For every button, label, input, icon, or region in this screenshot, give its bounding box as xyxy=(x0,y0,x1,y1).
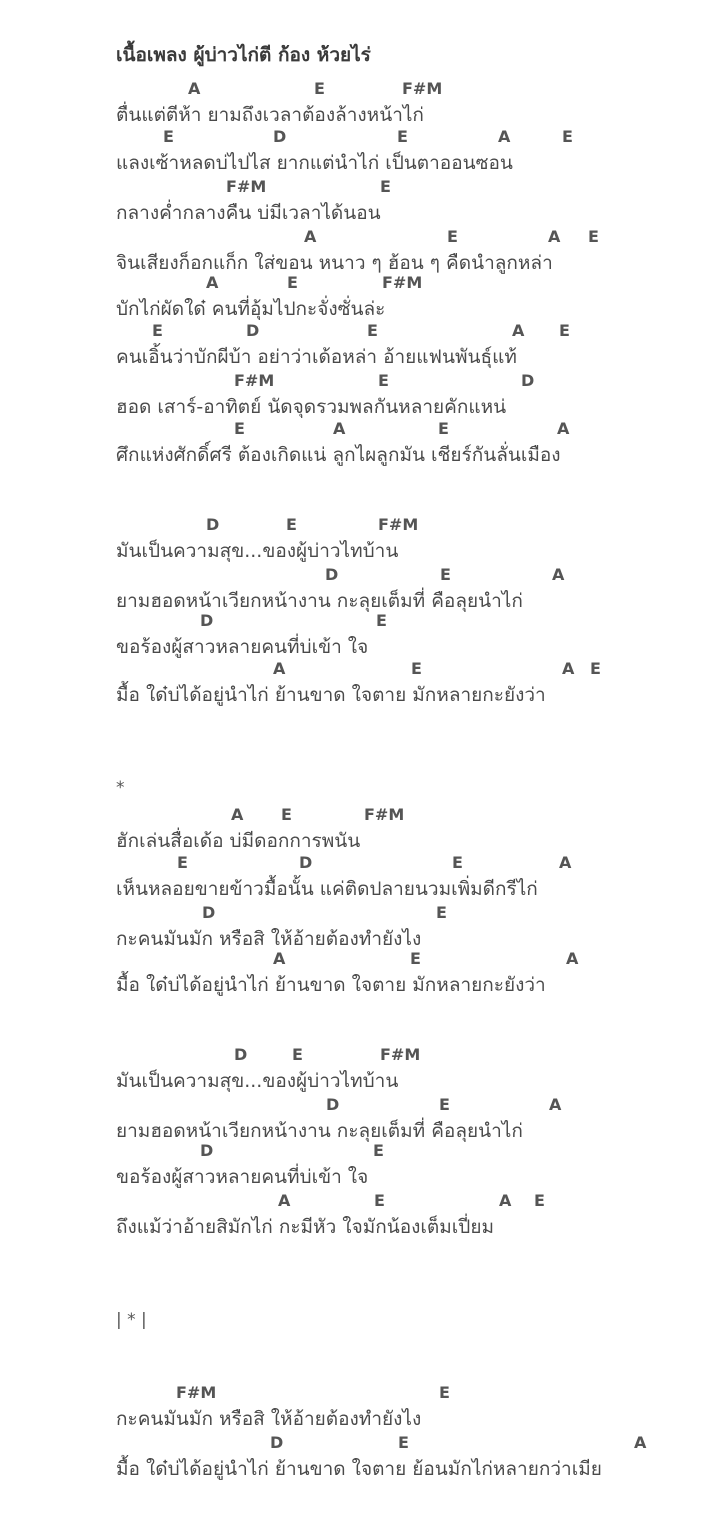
chord-label: E xyxy=(439,1095,450,1114)
chord-label: E xyxy=(177,853,188,872)
chord-label: E xyxy=(411,659,422,678)
chord-label: E xyxy=(378,371,389,390)
lyric-line: ฮอด เสาร์-อาทิตย์ นัดจุดรวมพลกันหลายคักแหน่ xyxy=(116,396,507,418)
chord-label: E xyxy=(410,949,421,968)
chord-label: F#M xyxy=(226,177,267,196)
chord-label: E xyxy=(440,565,451,584)
chord-label: D xyxy=(234,1045,248,1064)
lyric-line: คนเอิ้นว่าบักผีบ้า อย่าว่าเด้อหล่า อ้ายแฟนพันธุ์แท้ xyxy=(116,346,517,368)
chord-label: A xyxy=(188,79,201,98)
chord-label: A xyxy=(273,659,286,678)
chord-label: E xyxy=(292,1045,303,1064)
chord-label: A xyxy=(566,949,579,968)
chord-label: E xyxy=(281,805,292,824)
chord-label: D xyxy=(200,611,214,630)
chord-label: A xyxy=(559,853,572,872)
chord-label: E xyxy=(286,515,297,534)
lyric-line: กะคนมันมัก หรือสิ ให้อ้ายต้องทำยังไง xyxy=(116,1408,422,1430)
lyric-line: ยามฮอดหน้าเวียกหน้างาน กะลุยเต็มที่ คือลุยนำไก่ xyxy=(116,1120,523,1142)
chord-label: E xyxy=(559,321,570,340)
lyric-line: แลงเซ้าหลดบ่ไปไส ยากแต่นำไก่ เป็นตาออนซอน xyxy=(116,152,513,174)
lyric-line: บักไก่ผัดใด๋ คนที่อุ้มไปกะจั่งซั่นล่ะ xyxy=(116,298,386,320)
chord-label: A xyxy=(557,419,570,438)
chord-label: A xyxy=(562,659,575,678)
chord-label: E xyxy=(380,177,391,196)
chord-label: D xyxy=(273,127,287,146)
chord-label: D xyxy=(200,1141,214,1160)
chord-label: E xyxy=(374,1191,385,1210)
chord-label: A xyxy=(333,419,346,438)
chord-label: E xyxy=(534,1191,545,1210)
chord-label: E xyxy=(436,903,447,922)
lyric-line: กะคนมันมัก หรือสิ ให้อ้ายต้องทำยังไง xyxy=(116,928,422,950)
chord-label: A xyxy=(549,1095,562,1114)
chorus-marker: * xyxy=(116,778,125,798)
chord-label: D xyxy=(326,1095,340,1114)
chord-label: E xyxy=(452,853,463,872)
lyric-line: ตื่นแต่ตีห้า ยามถึงเวลาต้องล้างหน้าไก่ xyxy=(116,104,424,126)
chord-label: F#M xyxy=(402,79,443,98)
lyric-line: ถึงแม้ว่าอ้ายสิมักไก่ กะมีหัว ใจมักน้องเต็มเปี่ยม xyxy=(116,1216,494,1238)
lyric-line: มื้อ ใด๋บ่ได้อยู่นำไก่ ย้านขาด ใจตาย มักหลายกะยังว่า xyxy=(116,974,546,996)
chord-label: E xyxy=(234,419,245,438)
chord-label: A xyxy=(634,1433,647,1452)
chord-label: F#M xyxy=(364,805,405,824)
chord-label: F#M xyxy=(378,515,419,534)
chord-label: D xyxy=(325,565,339,584)
chord-label: A xyxy=(278,1191,291,1210)
chord-label: E xyxy=(438,419,449,438)
chord-label: E xyxy=(439,1383,450,1402)
lyric-line: ขอร้องผู้สาวหลายคนที่บ่เข้า ใจ xyxy=(116,1166,369,1188)
chord-label: D xyxy=(206,515,220,534)
lyric-line: มันเป็นความสุข...ของผู้บ่าวไทบ้าน xyxy=(116,1070,399,1092)
lyric-line: กลางค่ำกลางคืน บ่มีเวลาได้นอน xyxy=(116,202,381,224)
chord-label: A xyxy=(498,127,511,146)
chord-label: E xyxy=(590,659,601,678)
lyric-line: ยามฮอดหน้าเวียกหน้างาน กะลุยเต็มที่ คือลุยนำไก่ xyxy=(116,590,523,612)
chord-label: A xyxy=(512,321,525,340)
chord-label: E xyxy=(588,227,599,246)
chord-label: D xyxy=(270,1433,284,1452)
chord-label: D xyxy=(246,321,260,340)
lyric-line: มื้อ ใด๋บ่ได้อยู่นำไก่ ย้านขาด ใจตาย ย้อนมักไก่หลายกว่าเมีย xyxy=(116,1458,602,1480)
chord-label: D xyxy=(202,903,216,922)
chord-label: E xyxy=(367,321,378,340)
song-title: เนื้อเพลง ผู้บ่าวไก่ตี ก้อง ห้วยไร่ xyxy=(116,44,371,66)
chord-label: E xyxy=(314,79,325,98)
lyric-line: เห็นหลอยขายข้าวมื้อนั้น แค่ติดปลายนวมเพิ่มดีกรีไก่ xyxy=(116,878,538,900)
chord-label: E xyxy=(398,1433,409,1452)
lyric-line: จินเสียงก็อกแก็ก ใส่ขอน หนาว ๆ ฮ้อน ๆ คืดนำลูกหล่า xyxy=(116,252,553,274)
chord-label: E xyxy=(152,321,163,340)
lyric-line: ศึกแห่งศักดิ์ศรี ต้องเกิดแน่ ลูกไผลูกมัน เชียร์กันลั่นเมือง xyxy=(116,444,561,466)
chord-label: A xyxy=(304,227,317,246)
lyric-line: มื้อ ใด๋บ่ได้อยู่นำไก่ ย้านขาด ใจตาย มักหลายกะยังว่า xyxy=(116,684,546,706)
chord-label: A xyxy=(273,949,286,968)
chord-label: E xyxy=(397,127,408,146)
chord-label: E xyxy=(447,227,458,246)
chord-label: F#M xyxy=(382,273,423,292)
repeat-marker: | * | xyxy=(116,1310,147,1330)
chord-label: E xyxy=(373,1141,384,1160)
lyric-line: ขอร้องผู้สาวหลายคนที่บ่เข้า ใจ xyxy=(116,636,369,658)
chord-label: E xyxy=(163,127,174,146)
chord-label: F#M xyxy=(234,371,275,390)
chord-label: D xyxy=(299,853,313,872)
chord-label: A xyxy=(499,1191,512,1210)
lyric-line: มันเป็นความสุข...ของผู้บ่าวไทบ้าน xyxy=(116,540,399,562)
chord-label: A xyxy=(552,565,565,584)
chord-label: F#M xyxy=(176,1383,217,1402)
chord-label: F#M xyxy=(380,1045,421,1064)
chord-label: A xyxy=(206,273,219,292)
chord-label: A xyxy=(548,227,561,246)
lyric-line: ฮักเล่นสื่อเด้อ บ่มีดอกการพนัน xyxy=(116,830,361,852)
chord-label: A xyxy=(231,805,244,824)
chord-label: E xyxy=(562,127,573,146)
chord-label: D xyxy=(521,371,535,390)
chord-label: E xyxy=(376,611,387,630)
chord-label: E xyxy=(287,273,298,292)
